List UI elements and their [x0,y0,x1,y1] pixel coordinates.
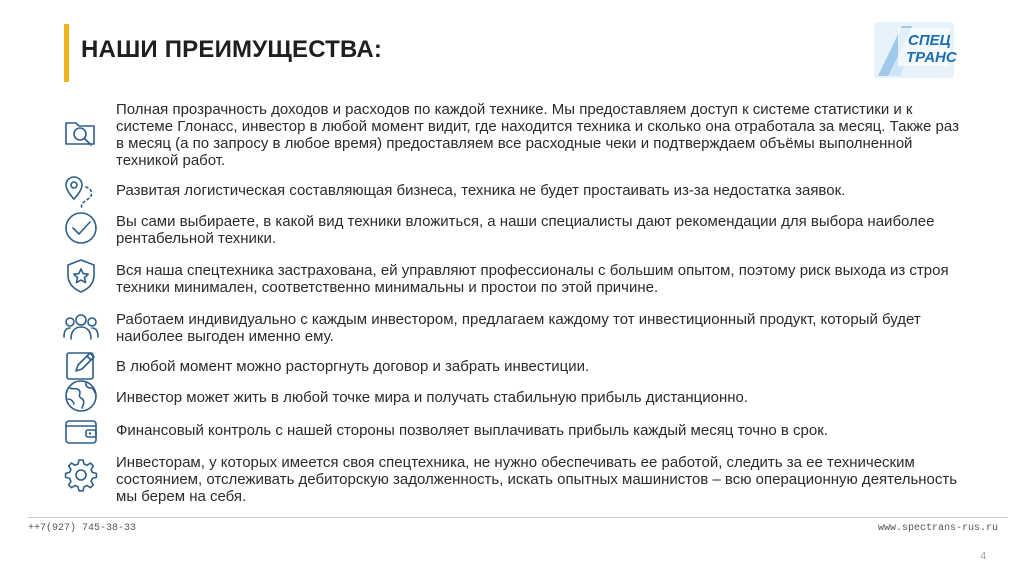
wallet-icon [62,412,100,450]
location-pin-icon [62,173,100,211]
footer-phone: ++7(927) 745-38-33 [28,523,137,534]
gear-icon [62,456,100,494]
globe-icon [62,377,100,415]
item-text: Инвестор может жить в любой точке мира и получать стабильную прибыль дистанционно. [116,389,749,406]
footer-website-link[interactable]: www.spectrans-rus.ru [877,523,998,534]
item-text: Вся наша спецтехника застрахована, ей управляют профессионалы с большим опытом, поэтому риск выхода из строя техники минимален, соответственно минимальны и простои по этой причине. [116,262,949,296]
item-text: Вы сами выбираете, в какой вид техники вложиться, а наши специалисты дают рекомендации для выбора наиболее рентабельной техники. [116,213,935,247]
item-text: Инвесторам, у которых имеется своя спецтехника, не нужно обеспечивать ее работой, следить за ее техническим состоянием, отслеживать дебиторскую задолженность, искать опытных машинистов – всю операционную деятельность мы берем на себя. [116,454,958,505]
search-folder-icon [62,113,100,151]
item-text: Финансовый контроль с нашей стороны позволяет выплачивать прибыль каждый месяц точно в срок. [116,422,828,439]
company-logo [868,18,960,82]
logo-text-bottom: ТРАНС [906,49,957,66]
people-icon [62,306,100,344]
item-text: В любой момент можно расторгнуть договор и забрать инвестиции. [116,358,590,375]
check-circle-icon [62,209,100,247]
item-text: Работаем индивидуально с каждым инвестором, предлагаем каждому тот инвестиционный продукт, который будет наиболее выгоден именно ему. [116,311,921,345]
shield-star-icon [62,257,100,295]
footer-divider [28,517,1008,518]
page-title: НАШИ ПРЕИМУЩЕСТВА: [81,36,383,63]
item-text: Развитая логистическая составляющая бизнеса, техника не будет простаивать из-за недостатка заявок. [116,182,846,199]
logo-text-top: СПЕЦ [908,32,951,49]
page-number: 4 [980,551,986,562]
item-text: Полная прозрачность доходов и расходов по каждой технике. Мы предоставляем доступ к системе статистики и к системе Глонасс, инвестор в любой момент видит, где находится техника и сколько она отработала за месяц. Также раз в месяц (а по запросу в любое время) предоставляем все расходные чеки и подтверждаем объёмы выполненной техникой работ. [116,101,959,169]
title-accent-bar [64,24,69,82]
